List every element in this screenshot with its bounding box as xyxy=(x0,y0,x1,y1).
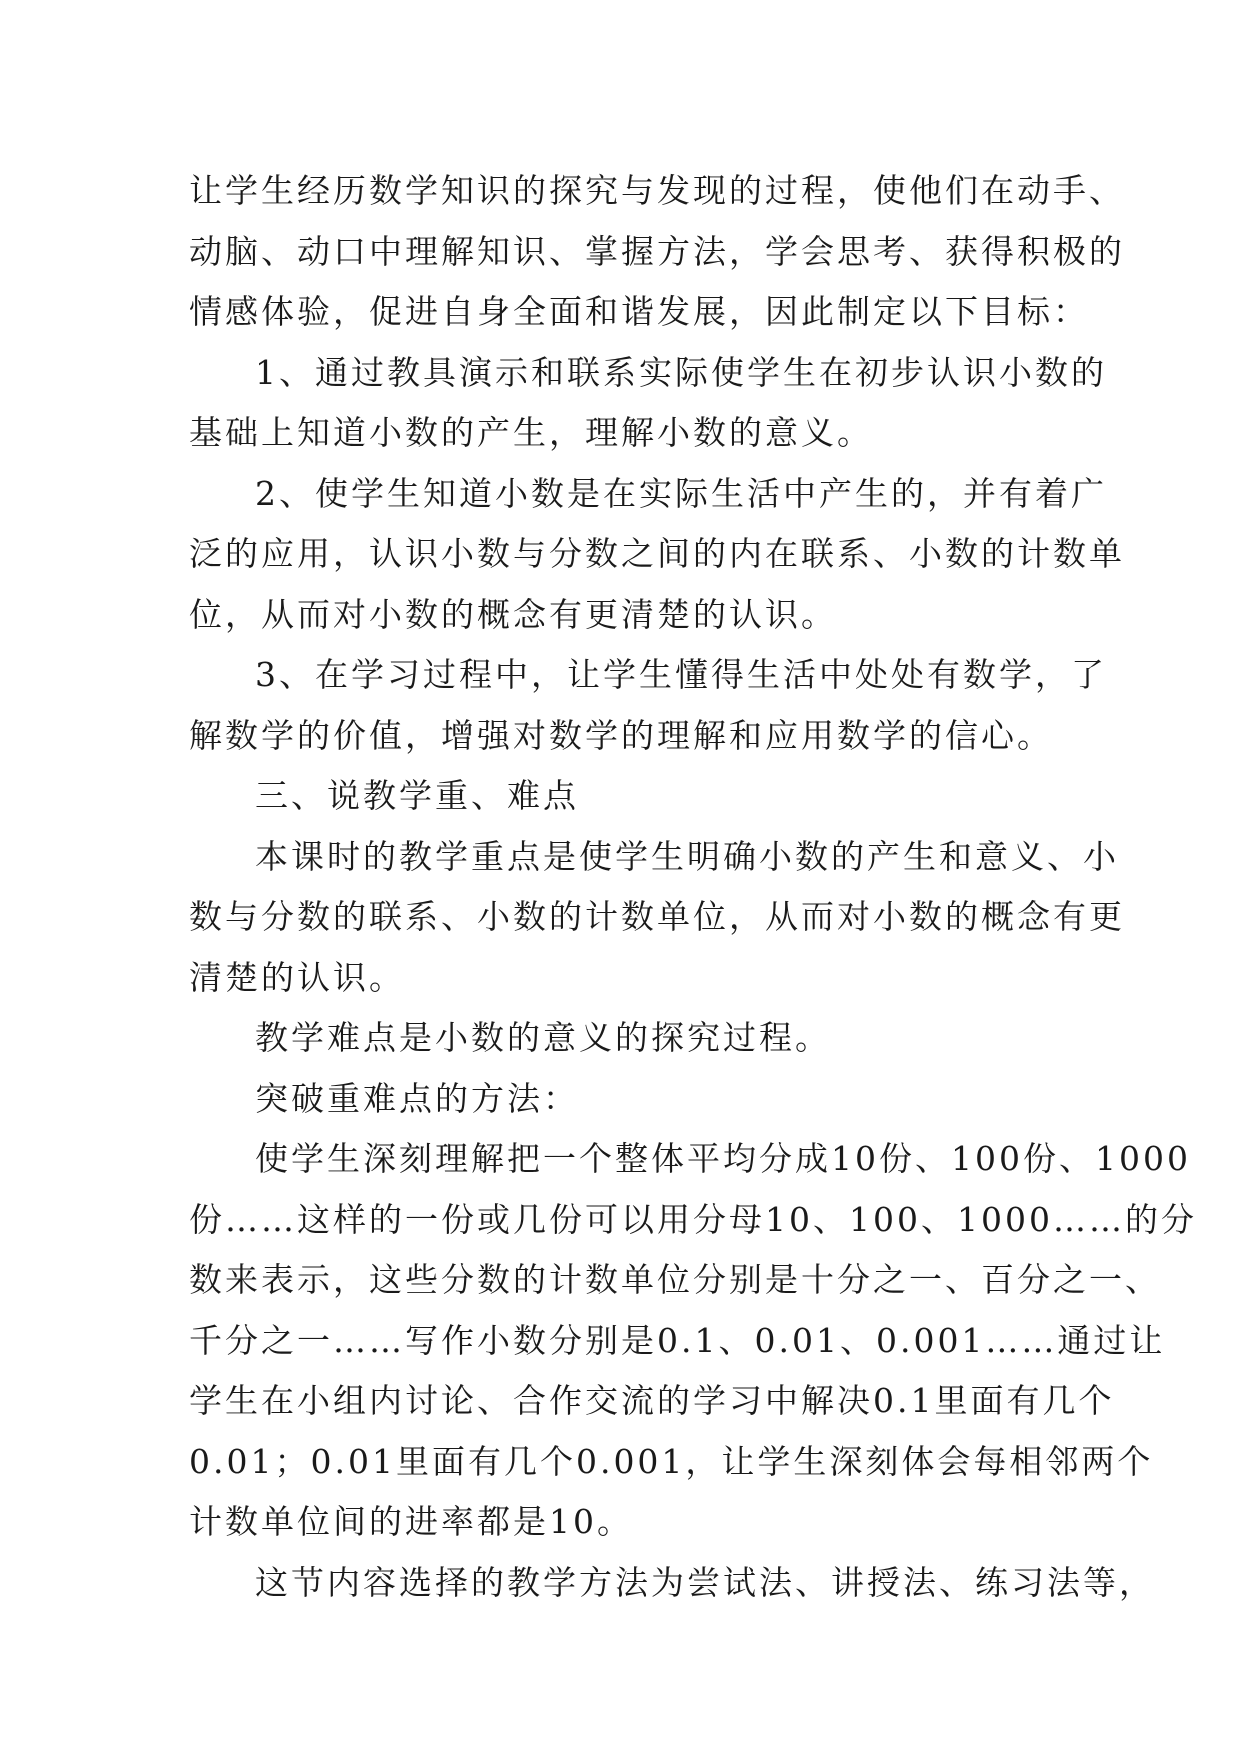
document-body xyxy=(189,161,1197,1613)
text-line: 这节内容选择的教学方法为尝试法、讲授法、练习法等， xyxy=(255,1562,1155,1602)
text-line: 动脑、动口中理解知识、掌握方法，学会思考、获得积极的 xyxy=(189,231,1125,271)
text-line: 情感体验，促进自身全面和谐发展，因此制定以下目标： xyxy=(189,292,1089,331)
text-line: 三、说教学重、难点 xyxy=(255,776,579,815)
text-line: 解数学的价值，增强对数学的理解和应用数学的信心。 xyxy=(189,715,1053,755)
text-line: 学生在小组内讨论、合作交流的学习中解决0.1里面有几个 xyxy=(189,1381,1115,1420)
text-line: 0.01；0.01里面有几个0.001，让学生深刻体会每相邻两个 xyxy=(189,1441,1154,1481)
text-line: 1、通过教具演示和联系实际使学生在初步认识小数的 xyxy=(255,352,1107,392)
text-line: 3、在学习过程中，让学生懂得生活中处处有数学，了 xyxy=(255,655,1107,694)
text-line: 千分之一……写作小数分别是0.1、0.01、0.001……通过让 xyxy=(189,1320,1166,1360)
text-line: 数来表示，这些分数的计数单位分别是十分之一、百分之一、 xyxy=(189,1260,1161,1299)
text-line: 数与分数的联系、小数的计数单位，从而对小数的概念有更 xyxy=(189,897,1125,936)
text-line: 位，从而对小数的概念有更清楚的认识。 xyxy=(189,594,837,634)
text-line: 份……这样的一份或几份可以用分母10、100、1000……的分 xyxy=(189,1199,1197,1239)
text-line: 2、使学生知道小数是在实际生活中产生的，并有着广 xyxy=(255,473,1107,513)
text-line: 本课时的教学重点是使学生明确小数的产生和意义、小 xyxy=(255,836,1119,876)
text-line: 让学生经历数学知识的探究与发现的过程，使他们在动手、 xyxy=(189,171,1125,210)
text-line: 突破重难点的方法： xyxy=(255,1078,579,1118)
text-line: 基础上知道小数的产生，理解小数的意义。 xyxy=(189,413,873,452)
text-line: 使学生深刻理解把一个整体平均分成10份、100份、1000 xyxy=(255,1139,1191,1178)
text-line: 清楚的认识。 xyxy=(189,957,405,997)
text-line: 教学难点是小数的意义的探究过程。 xyxy=(255,1018,831,1057)
text-line: 计数单位间的进率都是10。 xyxy=(189,1502,633,1541)
text-line: 泛的应用，认识小数与分数之间的内在联系、小数的计数单 xyxy=(189,534,1125,573)
